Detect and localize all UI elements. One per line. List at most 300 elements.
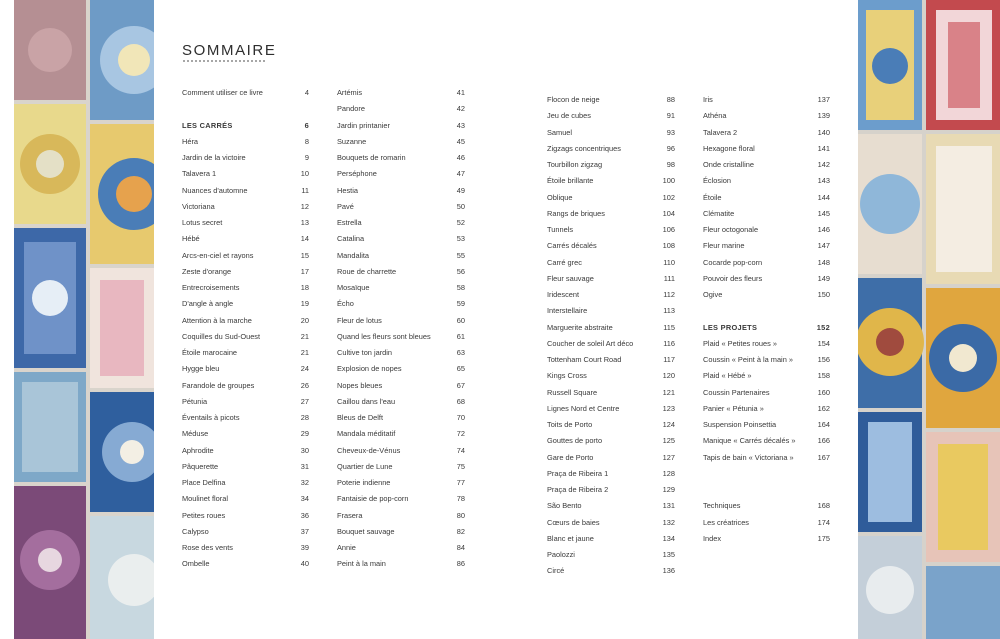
toc-entry-title: Caillou dans l'eau [337,396,396,406]
toc-entry-page-number: 41 [456,88,465,97]
toc-entry-title: Iridescent [547,290,580,299]
toc-entry [337,266,465,278]
toc-entry-title: Bouquets de romarin [337,153,406,162]
toc-entry [182,510,309,522]
toc-entry-page-number: 96 [666,143,675,153]
toc-entry-page-number: 32 [300,478,309,487]
toc-entry-title: Zeste d'orange [182,266,232,276]
toc-entry-page-number: 168 [817,501,830,511]
toc-entry-title: Carrés décalés [547,241,597,251]
toc-entry-page-number: 29 [300,429,309,439]
toc-entry-page-number: 160 [817,387,830,397]
toc-entry-page-number: 135 [662,550,675,559]
toc-entry [337,250,465,262]
toc-entry [547,192,675,204]
toc-entry-title: Pâquerette [182,461,219,471]
toc-entry-page-number: 145 [817,208,830,218]
toc-entry-title: LES CARRÉS [182,120,233,130]
toc-entry [337,233,465,245]
toc-entry-page-number: 61 [456,331,465,341]
toc-entry-page-number: 110 [663,257,675,267]
toc-entry-page-number: 142 [817,160,830,169]
toc-entry-title: Onde cristalline [703,160,754,169]
toc-entry-title: Fleur sauvage [547,273,594,283]
toc-entry-page-number: 158 [817,371,830,381]
toc-entry-title: Suzanne [337,136,367,146]
toc-entry-page-number: 53 [456,234,465,244]
toc-entry [547,289,675,301]
toc-entry-page-number: 28 [300,413,309,422]
toc-entry-title: Mandala méditatif [337,429,396,439]
toc-entry [547,208,675,220]
toc-entry-title: Circé [547,566,565,576]
toc-entry [182,250,309,262]
toc-entry [703,208,830,220]
toc-entry-title: Poterie indienne [337,478,391,487]
toc-entry-page-number: 19 [300,299,309,309]
toc-entry-page-number: 6 [304,120,309,130]
toc-entry [182,558,309,570]
toc-entry-title: Flocon de neige [547,95,600,104]
toc-entry-title: Cocarde pop-corn [703,257,763,267]
toc-entry-title: Iris [703,95,713,104]
toc-entry-title: Estrella [337,218,362,227]
toc-entry-page-number: 82 [456,526,465,536]
toc-entry-title: Suspension Poinsettia [703,420,777,429]
toc-entry-title: Plaid « Petites roues » [703,338,777,348]
toc-entry-page-number: 10 [300,169,309,179]
toc-entry [182,428,309,440]
toc-entry [337,542,465,554]
toc-entry [182,380,309,392]
toc-entry-title: Gare de Porto [547,452,594,462]
toc-entry [337,347,465,359]
title-dotted-rule [182,60,266,62]
toc-entry-page-number: 167 [817,452,830,462]
toc-entry-title: Coquilles du Sud-Ouest [182,331,261,341]
toc-entry-page-number: 125 [662,436,675,446]
toc-entry-title: Talavera 1 [182,169,217,179]
toc-entry-page-number: 59 [456,299,465,309]
toc-entry-page-number: 20 [300,315,309,325]
toc-entry-title: Hygge bleu [182,364,220,374]
toc-entry-title: Nopes bleues [337,380,383,390]
toc-entry-title: Cultive ton jardin [337,348,393,357]
toc-entry-title: Petites roues [182,510,226,520]
toc-entry [337,201,465,213]
toc-entry [337,87,465,99]
toc-entry-page-number: 156 [817,355,830,364]
toc-entry [547,403,675,415]
toc-entry [337,445,465,457]
toc-entry-page-number: 150 [817,290,830,299]
toc-entry-page-number: 50 [456,201,465,211]
toc-entry-title: Kings Cross [547,371,587,381]
toc-entry-title: Lignes Nord et Centre [547,403,620,413]
toc-entry-page-number: 68 [456,396,465,406]
toc-entry-title: Comment utiliser ce livre [182,88,263,97]
toc-entry-page-number: 129 [662,485,675,494]
toc-entry-page-number: 116 [663,338,675,348]
toc-entry-title: Index [703,533,722,543]
toc-entry-title: Ogive [703,290,723,299]
toc-entry [703,94,830,106]
toc-entry-title: Pouvoir des fleurs [703,273,763,283]
crochet-squares-photo-right [858,0,1000,639]
toc-entry [703,240,830,252]
toc-entry [547,468,675,480]
toc-entry-title: Lotus secret [182,218,223,227]
toc-entry-page-number: 143 [817,176,830,186]
toc-entry-title: Étoile brillante [547,176,594,186]
toc-entry-title: Fantaisie de pop-corn [337,494,409,504]
toc-entry-page-number: 166 [817,436,830,446]
toc-entry-title: Hexagone floral [703,143,755,153]
toc-entry-page-number: 36 [300,510,309,520]
toc-entry-page-number: 15 [300,250,309,260]
toc-entry-title: Frasera [337,510,363,520]
toc-entry [182,477,309,489]
toc-entry-title: Jardin printanier [337,120,390,130]
toc-entry [547,533,675,545]
toc-entry-title: Hestia [337,185,358,195]
toc-entry [703,435,830,447]
toc-entry [182,298,309,310]
toc-entry-page-number: 74 [456,445,465,455]
toc-entry-title: Interstellaire [547,306,588,316]
toc-entry-title: Paolozzi [547,550,575,559]
toc-section-heading [703,322,830,334]
toc-entry-page-number: 52 [456,218,465,227]
toc-entry [182,217,309,229]
toc-entry-page-number: 98 [666,160,675,169]
toc-entry [547,338,675,350]
toc-entry-page-number: 42 [456,104,465,114]
toc-entry-title: Pétunia [182,396,208,406]
toc-entry [547,565,675,577]
toc-entry [703,500,830,512]
toc-entry-title: Étoile [703,192,722,202]
toc-entry-page-number: 34 [300,494,309,504]
toc-entry-page-number: 144 [817,192,830,202]
toc-entry [182,445,309,457]
toc-entry-page-number: 72 [456,429,465,439]
toc-entry [182,233,309,245]
toc-entry-page-number: 75 [456,461,465,471]
toc-entry-page-number: 154 [817,338,830,348]
toc-entry-title: Plaid « Hébé » [703,371,752,381]
toc-entry-page-number: 18 [300,283,309,292]
toc-entry-page-number: 37 [300,526,309,536]
toc-entry [182,396,309,408]
toc-entry-title: Fleur de lotus [337,315,382,325]
toc-entry-page-number: 65 [456,364,465,374]
toc-entry-page-number: 112 [663,290,675,299]
toc-entry-title: Fleur octogonale [703,225,759,234]
toc-entry-title: Tunnels [547,225,574,234]
toc-entry-page-number: 31 [300,461,309,471]
toc-entry-title: Samuel [547,127,573,137]
toc-entry [182,136,309,148]
toc-entry-title: Éclosion [703,176,731,186]
toc-entry-page-number: 128 [662,468,675,478]
toc-entry [337,558,465,570]
toc-entry-page-number: 9 [304,153,309,162]
toc-entry-title: Victoriana [182,201,215,211]
toc-entry-page-number: 174 [817,517,830,527]
toc-entry-title: Bouquet sauvage [337,526,395,536]
toc-entry-page-number: 30 [300,445,309,455]
toc-entry-title: Entrecroisements [182,283,240,292]
toc-entry [547,500,675,512]
toc-entry [337,396,465,408]
toc-entry-page-number: 12 [300,201,309,211]
toc-entry-title: Blanc et jaune [547,533,594,543]
toc-entry [547,143,675,155]
toc-entry [547,517,675,529]
toc-entry-page-number: 21 [300,348,309,357]
toc-entry-title: Hébé [182,234,200,244]
toc-entry-page-number: 131 [662,501,675,511]
toc-entry [703,338,830,350]
toc-entry-title: Méduse [182,429,209,439]
toc-entry-page-number: 120 [662,371,675,381]
toc-entry [703,533,830,545]
toc-entry-page-number: 136 [662,566,675,576]
toc-entry [703,159,830,171]
toc-entry [703,192,830,204]
toc-entry-title: Héra [182,136,199,146]
toc-entry-title: Coussin « Peint à la main » [703,355,793,364]
page-title: SOMMAIRE [182,42,277,59]
toc-entry-title: Oblique [547,192,573,202]
toc-entry-page-number: 86 [456,559,465,569]
toc-entry [182,526,309,538]
toc-entry [337,331,465,343]
toc-entry-page-number: 26 [300,380,309,390]
toc-entry [182,152,309,164]
toc-entry [182,282,309,294]
toc-entry-title: Talavera 2 [703,127,738,137]
toc-entry-title: Pandore [337,104,365,114]
toc-entry-title: Tapis de bain « Victoriana » [703,452,794,462]
toc-entry [547,94,675,106]
toc-entry-title: Roue de charrette [337,266,397,276]
toc-entry [337,103,465,115]
toc-entry [547,224,675,236]
toc-entry-title: Praça de Ribeira 2 [547,485,609,494]
toc-entry [337,526,465,538]
toc-entry-page-number: 40 [300,559,309,569]
toc-entry [337,412,465,424]
toc-entry-title: Cheveux-de-Vénus [337,445,401,455]
toc-entry [703,370,830,382]
toc-entry [547,110,675,122]
toc-entry-title: Éventails à picots [182,413,240,422]
toc-entry-title: Calypso [182,526,209,536]
toc-entry-page-number: 27 [300,396,309,406]
toc-entry-title: Cœurs de baies [547,517,600,527]
toc-entry [547,354,675,366]
toc-entry-page-number: 102 [662,192,675,202]
toc-entry [547,273,675,285]
toc-entry-page-number: 84 [456,543,465,552]
crochet-squares-photo-left [14,0,154,639]
toc-entry [182,461,309,473]
toc-entry-title: Artémis [337,88,363,97]
toc-entry [182,331,309,343]
toc-entry-page-number: 24 [300,364,309,374]
toc-entry [547,322,675,334]
toc-entry-page-number: 78 [456,494,465,504]
toc-entry [182,412,309,424]
toc-entry-title: Rangs de briques [547,208,605,218]
toc-entry [337,428,465,440]
toc-entry-title: Rose des vents [182,543,233,552]
toc-entry-title: Écho [337,299,354,309]
toc-entry-title: Russell Square [547,387,598,397]
toc-entry [182,363,309,375]
toc-entry [337,315,465,327]
toc-entry [182,201,309,213]
toc-entry-title: Coucher de soleil Art déco [547,338,634,348]
toc-entry-title: Bleus de Delft [337,413,384,422]
toc-entry [547,257,675,269]
toc-entry-page-number: 58 [456,283,465,292]
toc-entry-title: Attention à la marche [182,315,252,325]
toc-entry-title: Pavé [337,201,354,211]
toc-entry [337,217,465,229]
toc-entry-title: Aphrodite [182,445,214,455]
toc-entry-page-number: 45 [456,136,465,146]
toc-entry-page-number: 127 [662,452,675,462]
toc-entry [337,168,465,180]
toc-entry-page-number: 49 [456,185,465,195]
toc-entry [337,477,465,489]
toc-entry-title: Les créatrices [703,517,750,527]
toc-entry-page-number: 67 [456,380,465,390]
toc-entry-page-number: 139 [817,111,830,121]
toc-entry-title: Jeu de cubes [547,111,591,121]
toc-entry-page-number: 137 [817,95,830,104]
toc-entry-title: Praça de Ribeira 1 [547,468,609,478]
toc-entry-title: Gouttes de porto [547,436,603,446]
toc-entry [337,493,465,505]
toc-entry [337,282,465,294]
toc-entry-page-number: 111 [663,273,675,283]
toc-entry-title: Fleur marine [703,241,745,251]
toc-entry-title: Tottenham Court Road [547,355,622,364]
toc-entry-page-number: 140 [817,127,830,137]
toc-entry [547,305,675,317]
toc-entry-page-number: 117 [663,355,675,364]
toc-entry-page-number: 164 [817,420,830,429]
toc-entry [547,452,675,464]
toc-entry [182,87,309,99]
toc-entry [182,542,309,554]
toc-entry-title: Techniques [703,501,741,511]
toc-entry-title: Mosaïque [337,283,370,292]
toc-entry-page-number: 115 [663,322,675,332]
toc-entry-page-number: 93 [666,127,675,137]
toc-entry-page-number: 91 [666,111,675,121]
toc-entry-title: São Bento [547,501,582,511]
toc-entry [703,419,830,431]
toc-entry-page-number: 132 [662,517,675,527]
toc-entry-page-number: 11 [301,185,309,195]
toc-entry [703,273,830,285]
toc-entry-title: Marguerite abstraite [547,322,613,332]
toc-entry [703,387,830,399]
toc-entry-page-number: 17 [300,266,309,276]
toc-entry-title: Zigzags concentriques [547,143,621,153]
toc-entry-title: Arcs-en-ciel et rayons [182,250,254,260]
toc-entry [182,315,309,327]
toc-entry-title: D'angle à angle [182,299,234,309]
toc-entry-page-number: 134 [662,533,675,543]
toc-entry-page-number: 124 [662,420,675,429]
toc-entry-title: Tourbillon zigzag [547,160,603,169]
toc-entry-page-number: 4 [304,88,309,97]
toc-entry-page-number: 146 [817,225,830,234]
toc-entry [182,266,309,278]
toc-entry [337,120,465,132]
toc-entry-page-number: 47 [456,169,465,179]
toc-entry-page-number: 113 [663,306,675,316]
toc-entry-page-number: 14 [300,234,309,244]
toc-entry-page-number: 100 [662,176,675,186]
toc-entry [337,298,465,310]
toc-entry-page-number: 70 [456,413,465,422]
toc-entry [547,549,675,561]
toc-entry [703,143,830,155]
toc-entry [703,110,830,122]
toc-entry [547,127,675,139]
toc-entry [547,240,675,252]
toc-entry [337,510,465,522]
toc-entry-page-number: 148 [817,257,830,267]
toc-entry-title: Peint à la main [337,559,386,569]
toc-entry [337,136,465,148]
toc-entry [547,175,675,187]
toc-entry [703,517,830,529]
toc-entry [182,347,309,359]
toc-entry-title: Annie [337,543,356,552]
toc-entry-title: Panier « Pétunia » [703,403,764,413]
toc-entry [182,185,309,197]
toc-entry [547,419,675,431]
toc-entry-title: LES PROJETS [703,322,758,332]
toc-entry-page-number: 21 [300,331,309,341]
toc-entry [547,387,675,399]
toc-entry-title: Moulinet floral [182,494,229,504]
toc-entry-title: Catalina [337,234,365,244]
toc-entry [547,370,675,382]
toc-entry-title: Ombelle [182,559,210,569]
toc-entry [547,159,675,171]
toc-entry [703,175,830,187]
toc-entry-page-number: 55 [456,250,465,260]
toc-section-heading [182,120,309,132]
toc-entry [337,152,465,164]
toc-entry-page-number: 141 [817,143,830,153]
toc-entry [703,354,830,366]
toc-entry-page-number: 80 [456,510,465,520]
toc-entry [337,185,465,197]
toc-entry [703,257,830,269]
toc-entry-page-number: 13 [300,218,309,227]
toc-entry-page-number: 88 [666,95,675,104]
